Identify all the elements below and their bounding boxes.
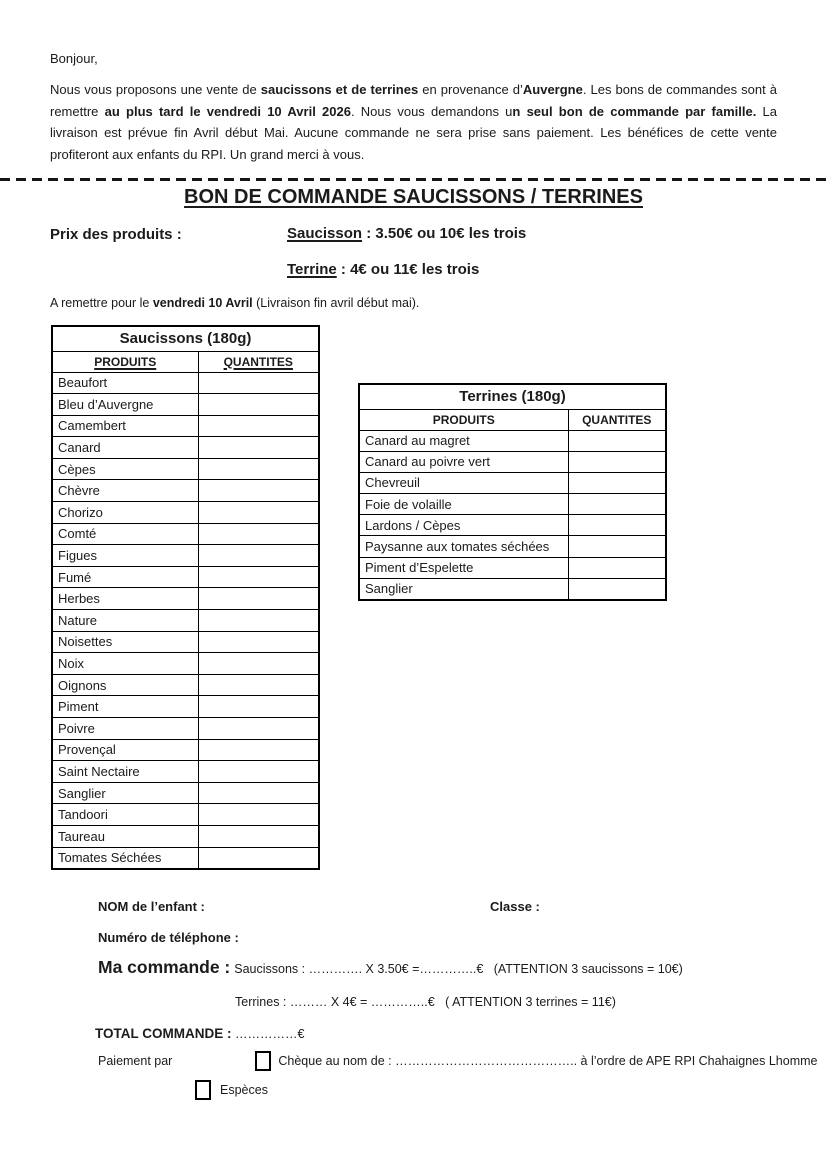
saucisson-table-row (52, 588, 319, 610)
saucisson-table-row (52, 610, 319, 632)
order-terrines-line: Terrines : ……… X 4€ = …………..€ ( ATTENTION 3 terrines = 11€) (235, 995, 616, 1009)
terrine-quantity-cell[interactable] (568, 578, 666, 599)
payment-label: Paiement par (98, 1054, 173, 1068)
saucisson-table-row (52, 631, 319, 653)
intro-segment: . Les bons de commandes sont à remettre (50, 82, 778, 119)
saucisson-table-row (52, 825, 319, 847)
saucissons-table-title-row (52, 326, 319, 351)
terrine-table-row (359, 536, 666, 557)
terrine-table-row (359, 494, 666, 515)
payment-cheque-row (98, 1051, 817, 1071)
saucisson-product-cell: Figues (52, 545, 198, 567)
dashed-separator (0, 178, 827, 181)
saucisson-product-cell: Comté (52, 523, 198, 545)
saucisson-quantity-cell[interactable] (198, 847, 319, 869)
saucisson-table-row (52, 674, 319, 696)
saucisson-table-row (52, 372, 319, 394)
saucisson-quantity-cell[interactable] (198, 372, 319, 394)
saucisson-product-cell: Herbes (52, 588, 198, 610)
cheque-label: Chèque au nom de : …………………………………….. à l’ordre de APE RPI Chahaignes Lhomme (278, 1054, 818, 1068)
terrines-table-title-row (359, 384, 666, 409)
terrine-table-row (359, 515, 666, 536)
terrine-price-line (287, 261, 479, 278)
terrines-table-header-row (359, 409, 666, 430)
saucisson-quantity-cell[interactable] (198, 674, 319, 696)
terrines-table (358, 383, 667, 601)
intro-segment: en provenance d’ (418, 82, 523, 97)
saucisson-quantity-cell[interactable] (198, 739, 319, 761)
payment-cash-row (195, 1080, 268, 1100)
saucisson-table-row (52, 653, 319, 675)
remit-deadline-line (50, 296, 419, 310)
saucisson-table-row (52, 804, 319, 826)
terrines-quantities-header: QUANTITES (568, 409, 666, 430)
saucisson-table-row (52, 545, 319, 567)
terrines-products-header: PRODUITS (359, 409, 568, 430)
saucisson-product-cell: Chèvre (52, 480, 198, 502)
intro-segment-bold: saucissons et de terrines (260, 82, 419, 97)
saucisson-quantity-cell[interactable] (198, 502, 319, 524)
terrine-price-name: Terrine (287, 261, 337, 278)
saucisson-quantity-cell[interactable] (198, 761, 319, 783)
saucisson-product-cell: Piment (52, 696, 198, 718)
child-name-label: NOM de l’enfant : (98, 899, 205, 914)
saucissons-products-header: PRODUITS (52, 351, 198, 372)
saucisson-quantity-cell[interactable] (198, 588, 319, 610)
intro-segment: La livraison est prévue fin Avril début Mai. Aucune commande ne sera prise sans paiement. Les bénéfices de cette vente profiteront aux enfants du RPI. Un grand merci à vous. (50, 103, 778, 162)
saucisson-table-row (52, 394, 319, 416)
order-saucissons-line (98, 957, 683, 978)
saucisson-price-detail: : 3.50€ ou 10€ les trois (362, 225, 527, 242)
terrine-product-cell: Paysanne aux tomates séchées (359, 536, 568, 557)
saucisson-product-cell: Canard (52, 437, 198, 459)
saucisson-product-cell: Poivre (52, 718, 198, 740)
saucisson-product-cell: Oignons (52, 674, 198, 696)
total-label: TOTAL COMMANDE : (95, 1026, 232, 1041)
saucisson-quantity-cell[interactable] (198, 566, 319, 588)
saucisson-quantity-cell[interactable] (198, 696, 319, 718)
saucisson-quantity-cell[interactable] (198, 782, 319, 804)
saucisson-quantity-cell[interactable] (198, 718, 319, 740)
saucissons-table (51, 325, 320, 870)
greeting-text: Bonjour, (50, 51, 98, 66)
terrine-quantity-cell[interactable] (568, 451, 666, 472)
terrine-product-cell: Canard au magret (359, 430, 568, 451)
saucisson-quantity-cell[interactable] (198, 437, 319, 459)
saucisson-product-cell: Noisettes (52, 631, 198, 653)
saucisson-table-row (52, 782, 319, 804)
total-value: ……………€ (231, 1027, 305, 1041)
remit-post: (Livraison fin avril début mai). (256, 296, 420, 310)
intro-segment-bold: n seul bon de commande par famille. (512, 103, 757, 119)
intro-segment: Nous vous proposons une vente de (50, 82, 261, 97)
saucisson-quantity-cell[interactable] (198, 653, 319, 675)
saucisson-table-row (52, 437, 319, 459)
saucisson-product-cell: Noix (52, 653, 198, 675)
saucisson-table-row (52, 696, 319, 718)
saucisson-quantity-cell[interactable] (198, 545, 319, 567)
saucisson-table-row (52, 847, 319, 869)
terrine-product-cell: Lardons / Cèpes (359, 515, 568, 536)
saucisson-product-cell: Provençal (52, 739, 198, 761)
terrine-table-row (359, 451, 666, 472)
saucisson-product-cell: Fumé (52, 566, 198, 588)
terrine-table-row (359, 578, 666, 599)
terrine-price-detail: : 4€ ou 11€ les trois (336, 261, 480, 278)
saucisson-product-cell: Taureau (52, 825, 198, 847)
intro-segment-bold: Auvergne (522, 82, 583, 97)
remit-date: vendredi 10 Avril (152, 296, 257, 310)
saucisson-table-row (52, 502, 319, 524)
terrine-quantity-cell[interactable] (568, 430, 666, 451)
order-label: Ma commande : (98, 957, 231, 977)
saucisson-product-cell: Nature (52, 610, 198, 632)
saucisson-product-cell: Sanglier (52, 782, 198, 804)
intro-segment-bold: au plus tard le vendredi 10 Avril 2026 (104, 103, 351, 119)
saucisson-quantity-cell[interactable] (198, 825, 319, 847)
saucisson-quantity-cell[interactable] (198, 480, 319, 502)
saucisson-price-line (287, 225, 526, 242)
terrine-quantity-cell[interactable] (568, 472, 666, 493)
saucisson-price-name: Saucisson (287, 225, 363, 242)
saucisson-product-cell: Bleu d’Auvergne (52, 394, 198, 416)
saucisson-quantity-cell[interactable] (198, 458, 319, 480)
saucisson-quantity-cell[interactable] (198, 610, 319, 632)
saucissons-table-title: Saucissons (180g) (52, 326, 319, 351)
terrine-table-row (359, 557, 666, 578)
saucisson-quantity-cell[interactable] (198, 415, 319, 437)
intro-paragraph (50, 79, 777, 165)
saucissons-table-header-row (52, 351, 319, 372)
terrine-quantity-cell[interactable] (568, 557, 666, 578)
terrine-product-cell: Sanglier (359, 578, 568, 599)
saucisson-product-cell: Saint Nectaire (52, 761, 198, 783)
total-line (95, 1026, 304, 1041)
saucisson-table-row (52, 523, 319, 545)
terrine-table-row (359, 472, 666, 493)
saucisson-table-row (52, 415, 319, 437)
saucisson-quantity-cell[interactable] (198, 804, 319, 826)
class-label: Classe : (490, 899, 540, 914)
saucisson-table-row (52, 480, 319, 502)
saucisson-product-cell: Beaufort (52, 372, 198, 394)
saucisson-table-row (52, 761, 319, 783)
terrine-product-cell: Piment d’Espelette (359, 557, 568, 578)
saucisson-quantity-cell[interactable] (198, 394, 319, 416)
intro-segment: . Nous vous demandons u (350, 103, 513, 119)
saucisson-product-cell: Cèpes (52, 458, 198, 480)
saucisson-product-cell: Chorizo (52, 502, 198, 524)
saucisson-table-row (52, 566, 319, 588)
saucisson-quantity-cell[interactable] (198, 631, 319, 653)
terrine-product-cell: Canard au poivre vert (359, 451, 568, 472)
saucisson-table-row (52, 458, 319, 480)
saucissons-quantities-header: QUANTITES (198, 351, 319, 372)
page-title: BON DE COMMANDE SAUCISSONS / TERRINES (184, 186, 643, 208)
saucisson-product-cell: Camembert (52, 415, 198, 437)
cash-label: Espèces (220, 1083, 268, 1097)
saucisson-quantity-cell[interactable] (198, 523, 319, 545)
saucisson-product-cell: Tandoori (52, 804, 198, 826)
terrine-quantity-cell[interactable] (568, 494, 666, 515)
terrine-product-cell: Foie de volaille (359, 494, 568, 515)
cheque-checkbox[interactable] (255, 1051, 271, 1071)
terrine-quantity-cell[interactable] (568, 515, 666, 536)
order-saucissons-text: Saucissons : …………. X 3.50€ =…………..€ (ATTENTION 3 saucissons = 10€) (234, 962, 683, 976)
saucisson-product-cell: Tomates Séchées (52, 847, 198, 869)
terrine-quantity-cell[interactable] (568, 536, 666, 557)
phone-label: Numéro de téléphone : (98, 930, 239, 945)
saucisson-table-row (52, 739, 319, 761)
price-section-label: Prix des produits : (50, 226, 182, 243)
terrine-table-row (359, 430, 666, 451)
terrines-table-title: Terrines (180g) (359, 384, 666, 409)
cash-checkbox[interactable] (195, 1080, 211, 1100)
remit-pre: A remettre pour le (50, 296, 153, 310)
terrine-product-cell: Chevreuil (359, 472, 568, 493)
saucisson-table-row (52, 718, 319, 740)
